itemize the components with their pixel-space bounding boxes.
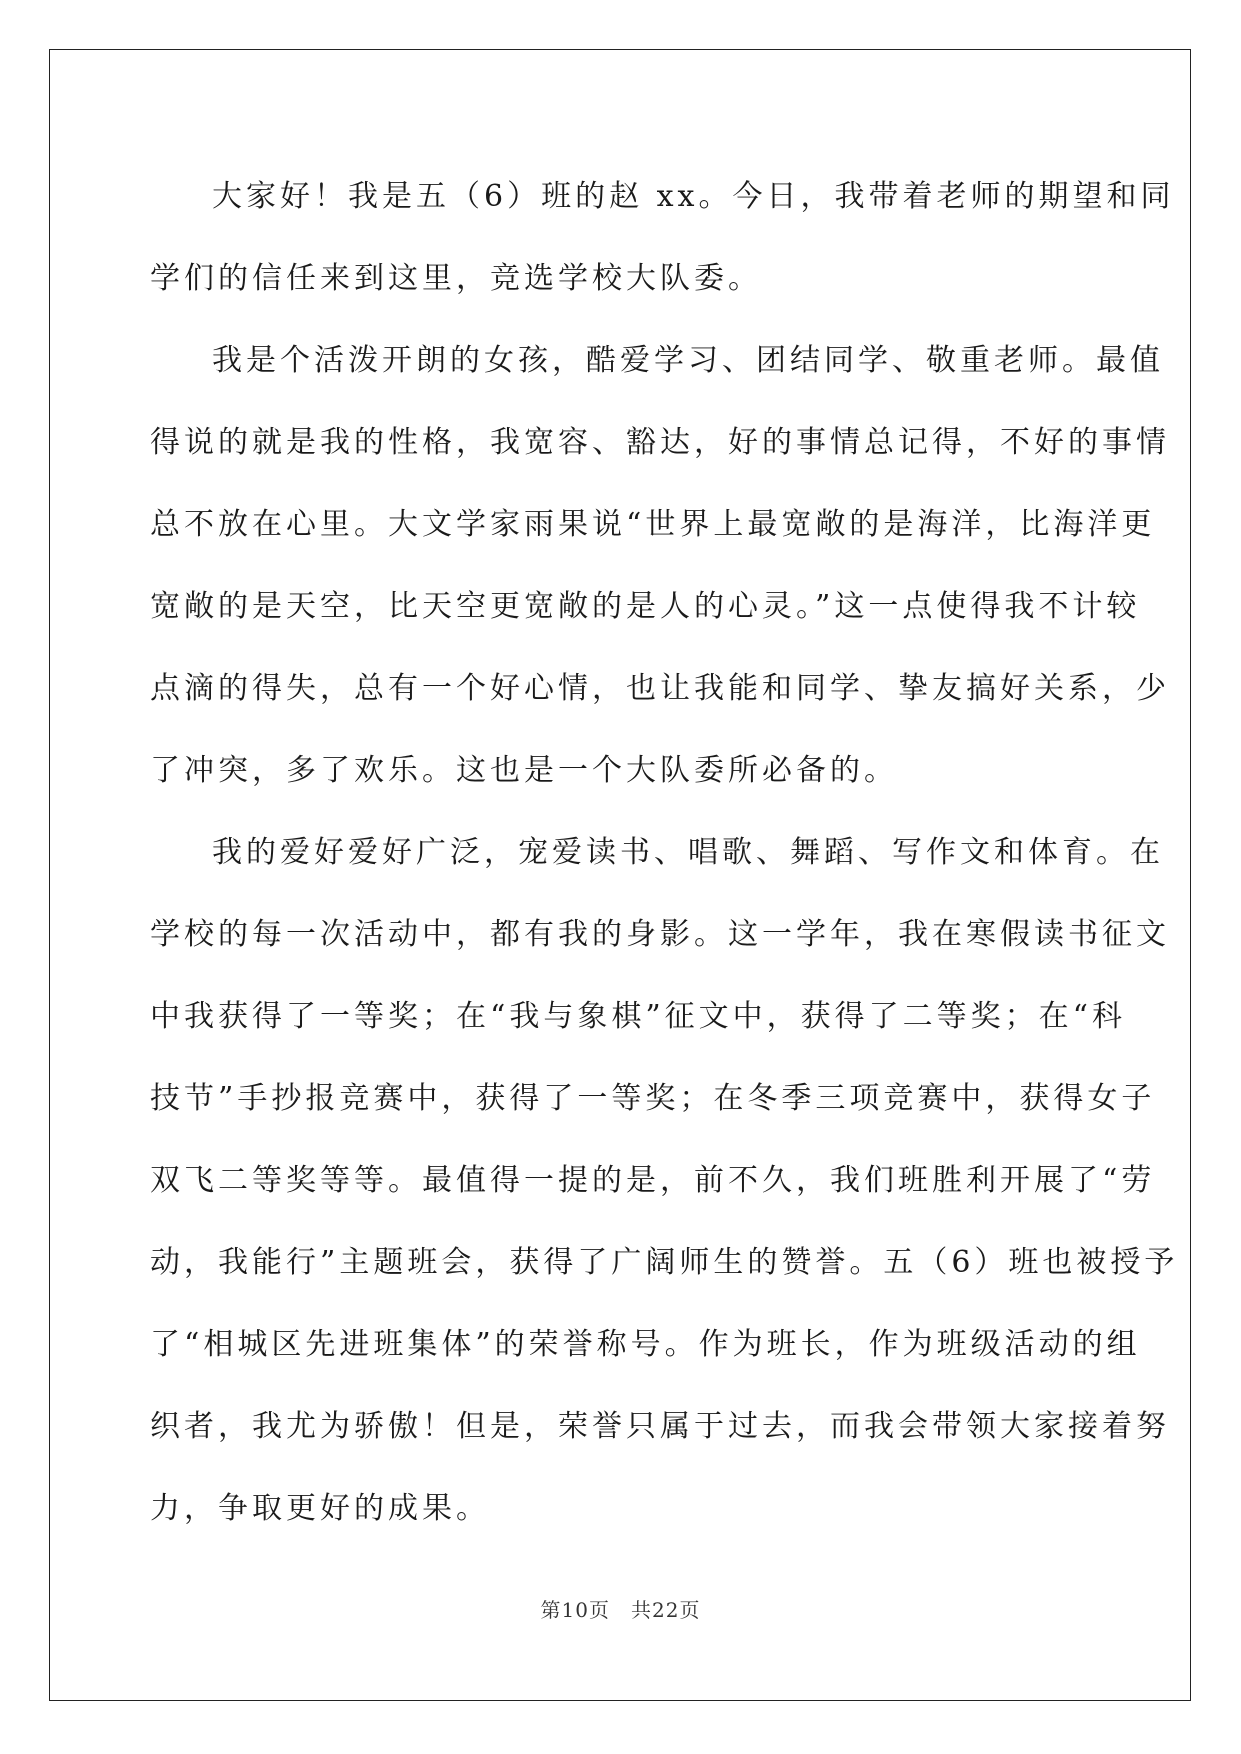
text-line: 力，争取更好的成果。 (150, 1491, 490, 1526)
page-number: 第10页 共22页 (540, 1598, 701, 1622)
text-line: 技节”手抄报竞赛中，获得了一等奖；在冬季三项竞赛中，获得女子 (150, 1081, 1156, 1116)
text-line: 学们的信任来到这里，竞选学校大队委。 (150, 261, 762, 296)
text-line: 了冲突，多了欢乐。这也是一个大队委所必备的。 (150, 753, 898, 788)
text-line: 动，我能行”主题班会，获得了广阔师生的赞誉。五（6）班也被授予 (150, 1245, 1179, 1280)
text-line: 宽敞的是天空，比天空更宽敞的是人的心灵。”这一点使得我不计较 (150, 589, 1141, 624)
text-line: 得说的就是我的性格，我宽容、豁达，好的事情总记得，不好的事情 (150, 425, 1170, 460)
paragraph-1 (150, 156, 1175, 320)
text-line: 我的爱好爱好广泛，宠爱读书、唱歌、舞蹈、写作文和体育。在 (212, 835, 1164, 870)
text-line: 了“相城区先进班集体”的荣誉称号。作为班长，作为班级活动的组 (150, 1327, 1141, 1362)
paragraph-2 (150, 320, 1170, 812)
text-line: 中我获得了一等奖；在“我与象棋”征文中，获得了二等奖；在“科 (150, 999, 1127, 1034)
text-line: 点滴的得失，总有一个好心情，也让我能和同学、挚友搞好关系，少 (150, 671, 1170, 706)
text-line: 我是个活泼开朗的女孩，酷爱学习、团结同学、敬重老师。最值 (212, 343, 1164, 378)
text-line: 双飞二等奖等等。最值得一提的是，前不久，我们班胜利开展了“劳 (150, 1163, 1156, 1198)
document-body (150, 156, 1179, 1550)
text-line: 大家好！我是五（6）班的赵 xx。今日，我带着老师的期望和同 (212, 179, 1175, 214)
paragraph-3 (150, 812, 1179, 1550)
text-line: 织者，我尤为骄傲！但是，荣誉只属于过去，而我会带领大家接着努 (150, 1409, 1170, 1444)
text-line: 学校的每一次活动中，都有我的身影。这一学年，我在寒假读书征文 (150, 917, 1170, 952)
text-line: 总不放在心里。大文学家雨果说“世界上最宽敞的是海洋，比海洋更 (150, 507, 1156, 542)
